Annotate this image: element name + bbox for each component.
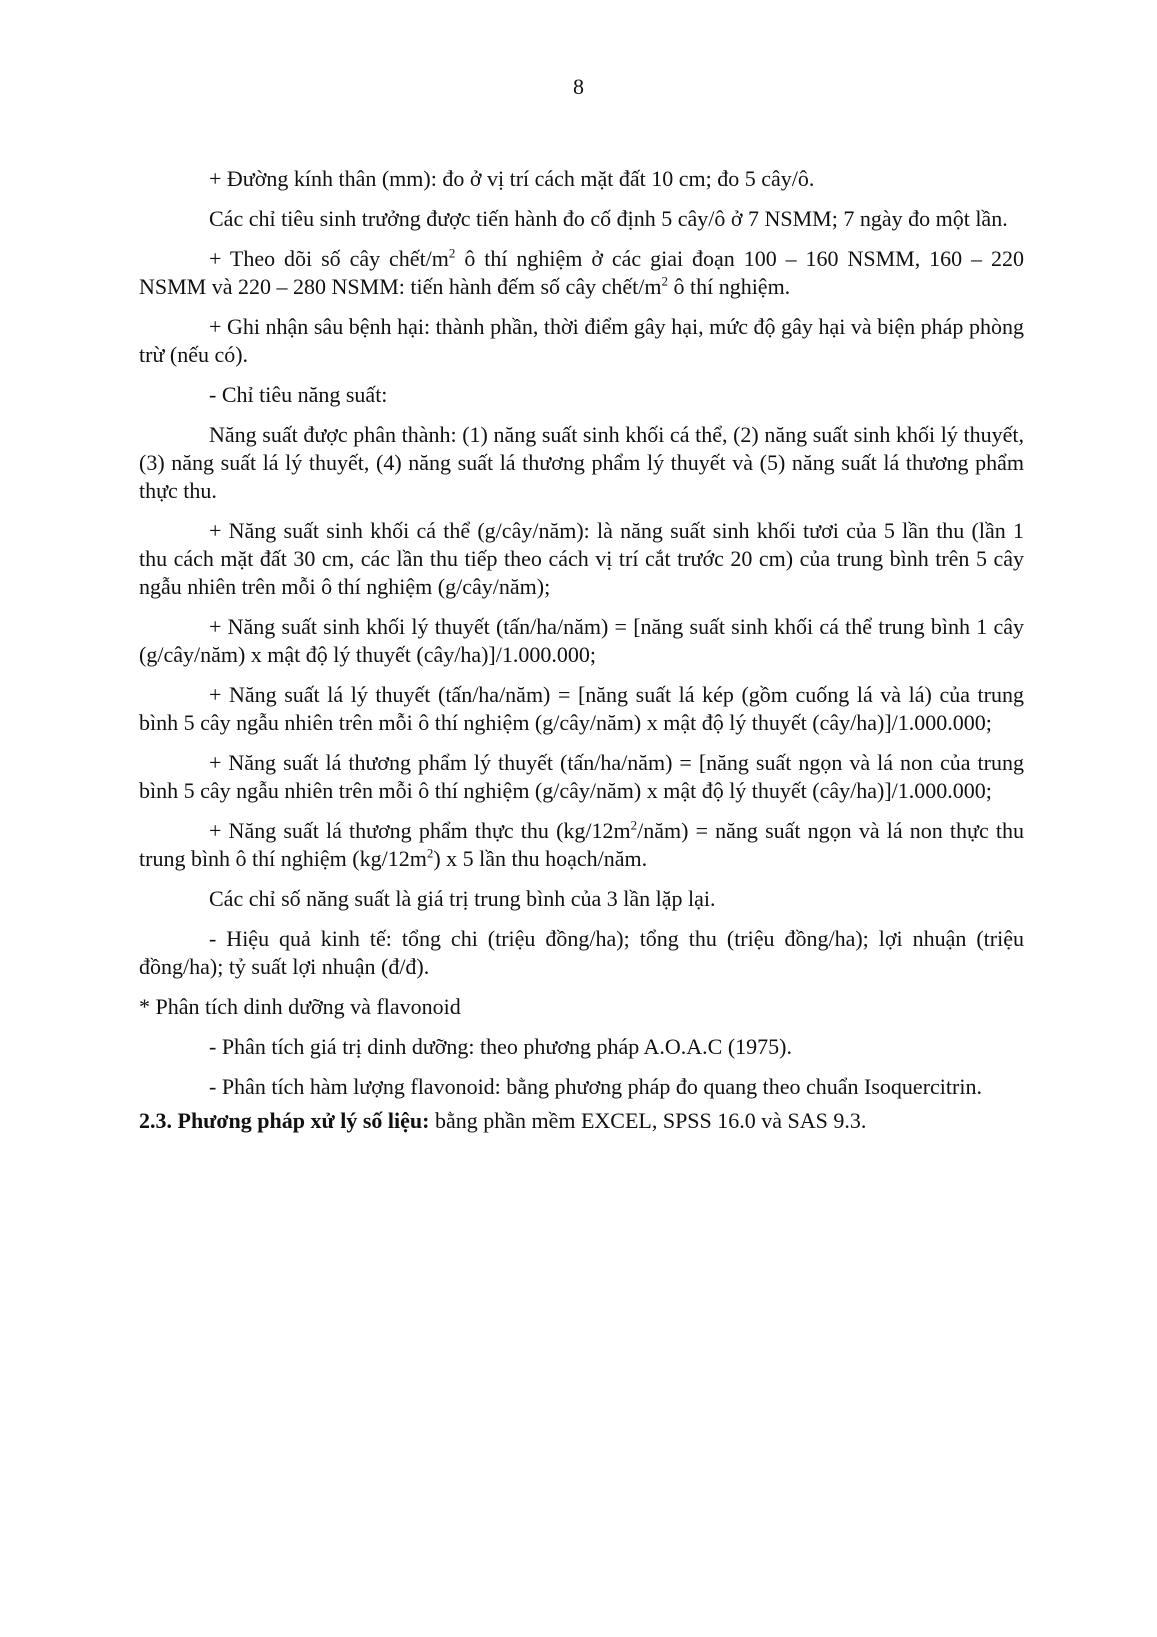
section-heading-bold: 2.3. Phương pháp xử lý số liệu:: [139, 1108, 430, 1133]
paragraph-yield-heading: - Chỉ tiêu năng suất:: [209, 382, 388, 407]
text-segment: ô thí nghiệm ở các giai đoạn 100 – 160 NSMM, 160 – 220 NSMM và 220 – 280 NSMM: tiến hành đếm số cây chết/m: [139, 246, 1024, 299]
text-segment: ô thí nghiệm.: [667, 274, 791, 299]
page-number: 8: [573, 74, 584, 99]
superscript: 2: [661, 273, 668, 289]
text-segment: /năm) = năng suất ngọn và lá non thực thu trung bình ô thí nghiệm (kg/12m: [139, 818, 1024, 871]
document-body: [139, 165, 1024, 1147]
paragraph-pests: + Ghi nhận sâu bệnh hại: thành phần, thời điểm gây hại, mức độ gây hại và biện pháp phòng trừ (nếu có).: [139, 314, 1024, 367]
paragraph-yield-average: Các chỉ số năng suất là giá trị trung bình của 3 lần lặp lại.: [209, 886, 716, 911]
paragraph-theoretical-biomass: + Năng suất sinh khối lý thuyết (tấn/ha/năm) = [năng suất sinh khối cá thể trung bình 1 cây (g/cây/năm) x mật độ lý thuyết (cây/ha)]/1.000.000;: [139, 614, 1024, 667]
paragraph-growth-indicators: Các chỉ tiêu sinh trưởng được tiến hành đo cố định 5 cây/ô ở 7 NSMM; 7 ngày đo một lần.: [209, 206, 1008, 231]
paragraph-commercial-leaf-theoretical: + Năng suất lá thương phẩm lý thuyết (tấn/ha/năm) = [năng suất ngọn và lá non của trung bình 5 cây ngẫu nhiên trên mỗi ô thí nghiệm (g/cây/năm) x mật độ lý thuyết (cây/ha)]/1.000.000;: [139, 750, 1024, 803]
paragraph-economic-efficiency: - Hiệu quả kinh tế: tổng chi (triệu đồng/ha); tổng thu (triệu đồng/ha); lợi nhuận (triệu đồng/ha); tỷ suất lợi nhuận (đ/đ).: [139, 926, 1024, 979]
superscript: 2: [426, 845, 434, 861]
paragraph-flavonoid-analysis: - Phân tích hàm lượng flavonoid: bằng phương pháp đo quang theo chuẩn Isoquercitrin.: [209, 1074, 982, 1099]
paragraph-commercial-leaf-actual: [139, 817, 1024, 873]
text-segment: + Theo dõi số cây chết/m: [209, 246, 449, 271]
paragraph-nutrition-analysis: - Phân tích giá trị dinh dưỡng: theo phương pháp A.O.A.C (1975).: [209, 1034, 792, 1059]
paragraph-dead-plants: [139, 245, 1024, 301]
paragraph-theoretical-leaf: + Năng suất lá lý thuyết (tấn/ha/năm) = [năng suất lá kép (gồm cuống lá và lá) của trung bình 5 cây ngẫu nhiên trên mỗi ô thí nghiệm (g/cây/năm) x mật độ lý thuyết (cây/ha)]/1.000.000;: [139, 682, 1024, 735]
paragraph-nutrition-heading: * Phân tích dinh dưỡng và flavonoid: [139, 994, 461, 1019]
text-segment: bằng phần mềm EXCEL, SPSS 16.0 và SAS 9.3.: [429, 1108, 867, 1133]
text-segment: + Năng suất lá thương phẩm thực thu (kg/12m: [209, 818, 631, 843]
text-segment: ) x 5 lần thu hoạch/năm.: [433, 846, 648, 871]
section-heading-data-processing: [139, 1107, 1024, 1135]
paragraph-stem-diameter: + Đường kính thân (mm): đo ở vị trí cách mặt đất 10 cm; đo 5 cây/ô.: [209, 166, 815, 191]
superscript: 2: [448, 245, 456, 261]
paragraph-yield-classes: Năng suất được phân thành: (1) năng suất sinh khối cá thể, (2) năng suất sinh khối lý thuyết, (3) năng suất lá lý thuyết, (4) năng suất lá thương phẩm lý thuyết và (5) năng suất lá thương phẩm thực thu.: [139, 422, 1024, 503]
paragraph-individual-biomass: + Năng suất sinh khối cá thể (g/cây/năm): là năng suất sinh khối tươi của 5 lần thu (lần 1 thu cách mặt đất 30 cm, các lần thu tiếp theo cách vị trí cắt trước 20 cm) của trung bình trên 5 cây ngẫu nhiên trên mỗi ô thí nghiệm (g/cây/năm);: [139, 518, 1024, 599]
superscript: 2: [630, 817, 638, 833]
